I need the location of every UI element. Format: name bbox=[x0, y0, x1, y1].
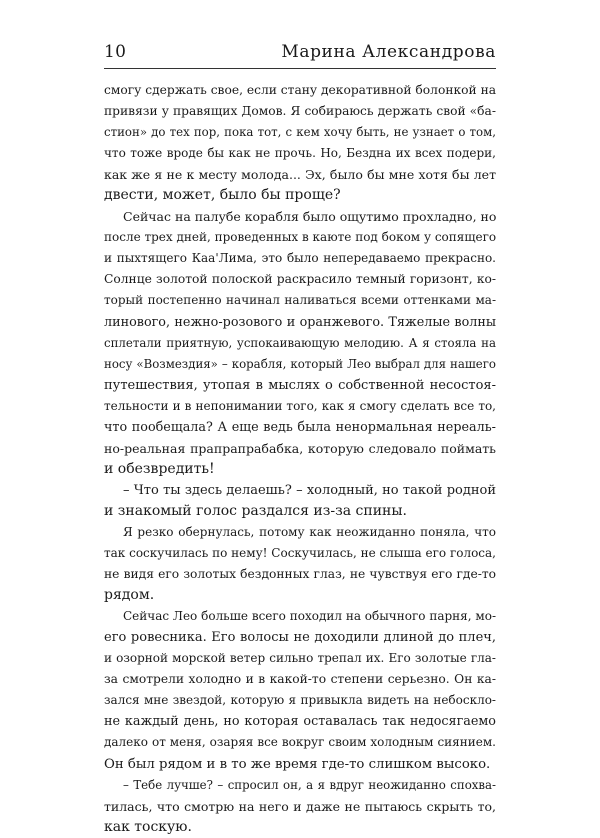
text-line: сплетали приятную, успокаивающую мелодию. А я стояла на bbox=[104, 335, 496, 350]
text-line: что пообещала? А еще ведь была ненормальная нереаль- bbox=[104, 419, 496, 435]
text-line: торый постепенно начинал наливаться всеми оттенками ма- bbox=[104, 293, 496, 308]
text-line: носу «Возмездия» – корабля, который Лео выбрал для нашего bbox=[104, 356, 496, 371]
text-line: и обезвредить! bbox=[104, 460, 215, 477]
text-line: но-реальная прапрапрабабка, которую следовало поймать bbox=[104, 440, 496, 456]
page-header bbox=[104, 42, 496, 66]
text-line: Солнце золотой полоской раскрасило темный горизонт, ко- bbox=[104, 272, 496, 287]
text-line: смогу сдержать свое, если стану декоративной болонкой на bbox=[104, 83, 497, 97]
text-line: его ровесника. Его волосы не доходили длиной до плеч, bbox=[104, 630, 496, 646]
text-line: Он был рядом и в то же время где-то слишком высоко. bbox=[104, 756, 491, 772]
text-line: как тоскую. bbox=[104, 818, 192, 835]
text-line: привязи у правящих Домов. Я собираюсь держать свой «ба- bbox=[104, 104, 496, 119]
text-line: и знакомый голос раздался из-за спины. bbox=[104, 502, 407, 519]
text-line: что тоже вроде бы как не прочь. Но, Бездна их всех подери, bbox=[104, 146, 496, 161]
text-line: далеко от меня, озаряя все вокруг своим холодным сиянием. bbox=[104, 735, 496, 750]
text-line: Сейчас Лео больше всего походил на обычного парня, мо- bbox=[123, 609, 496, 624]
text-line: двести, может, было бы проще? bbox=[104, 187, 341, 204]
header-rule bbox=[104, 68, 496, 69]
body-text bbox=[104, 80, 496, 838]
text-line: путешествия, утопая в мыслях о собственной несостоя- bbox=[104, 377, 496, 393]
text-line: как же я не к месту молода... Эх, было бы мне хотя бы лет bbox=[104, 167, 496, 183]
text-line: линового, нежно-розового и оранжевого. Тяжелые волны bbox=[104, 314, 496, 330]
text-line: рядом. bbox=[104, 587, 155, 604]
text-line: не видя его золотых бездонных глаз, не чувствуя его где-то bbox=[104, 567, 496, 582]
text-line: Я резко обернулась, потому как неожиданно поняла, что bbox=[123, 524, 496, 539]
text-line: и пыхтящего Каа'Лима, это было непередаваемо прекрасно. bbox=[104, 251, 496, 266]
text-line: так соскучилась по нему! Соскучилась, не слыша его голоса, bbox=[104, 546, 496, 561]
text-line: тилась, что смотрю на него и даже не пытаюсь скрыть то, bbox=[104, 798, 496, 814]
text-line: Сейчас на палубе корабля было ощутимо прохладно, но bbox=[123, 209, 497, 225]
text-line: после трех дней, проведенных в каюте под боком у сопящего bbox=[104, 230, 497, 245]
text-line: и озорной морской ветер сильно трепал их. Его золотые гла- bbox=[104, 651, 496, 666]
text-line: стион» до тех пор, пока тот, с кем хочу быть, не узнает о том, bbox=[104, 125, 496, 140]
page-number: 10 bbox=[104, 42, 127, 62]
text-line: за смотрели холодно и в какой-то степени серьезно. Он ка- bbox=[104, 672, 496, 687]
running-title: Марина Александрова bbox=[281, 42, 496, 62]
text-line: – Тебе лучше? – спросил он, а я вдруг неожиданно спохва- bbox=[123, 777, 496, 792]
text-line: тельности и в непонимании того, как я смогу сделать все то, bbox=[104, 398, 496, 413]
text-line: – Что ты здесь делаешь? – холодный, но такой родной bbox=[123, 482, 496, 498]
text-line: зался мне звездой, которую я привыкла видеть на небоскло- bbox=[104, 693, 496, 708]
text-line: не каждый день, но которая оставалась так недосягаемо bbox=[104, 714, 496, 730]
